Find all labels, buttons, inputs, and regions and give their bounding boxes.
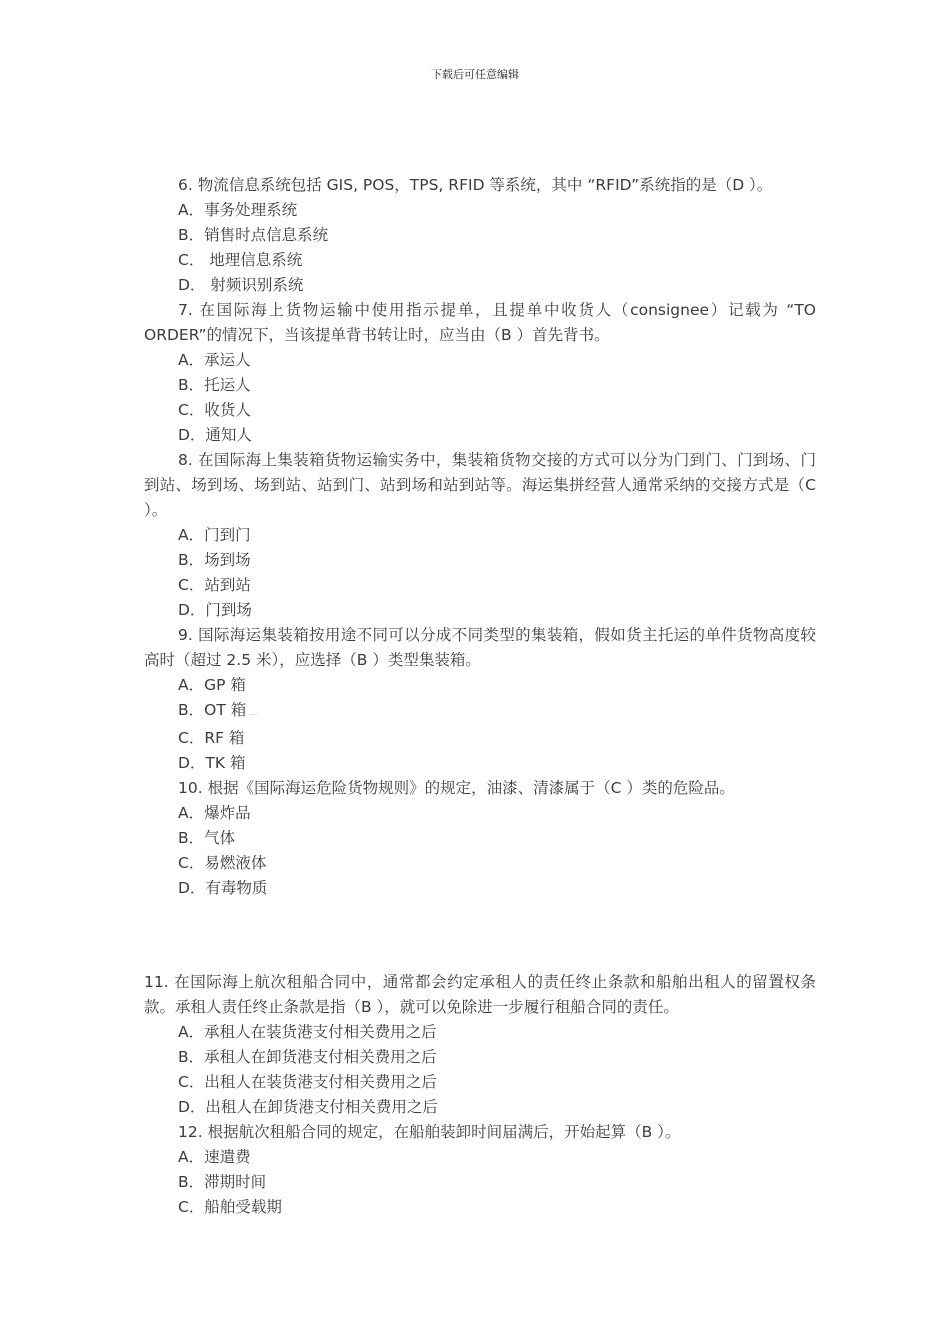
option-7d: D．通知人 bbox=[178, 426, 252, 444]
option-11a: A．承租人在装货港支付相关费用之后 bbox=[178, 1023, 437, 1041]
option-6a: A．事务处理系统 bbox=[178, 201, 298, 219]
question-11: 11. 在国际海上航次租船合同中，通常都会约定承租人的责任终止条款和船舶出租人的留置权条款。承租人责任终止条款是指（B ），就可以免除进一步履行租船合同的责任。 bbox=[144, 973, 816, 1016]
option-8d: D．门到场 bbox=[178, 601, 252, 619]
option-11d: D．出租人在卸货港支付相关费用之后 bbox=[178, 1098, 438, 1116]
option-9d: D．TK 箱 bbox=[178, 754, 246, 772]
question-10: 10. 根据《国际海运危险货物规则》的规定，油漆、清漆属于（C ）类的危险品。 bbox=[178, 779, 735, 797]
option-9b-text: B．OT 箱 bbox=[178, 701, 247, 719]
option-7c: C．收货人 bbox=[178, 401, 251, 419]
option-11c: C．出租人在装货港支付相关费用之后 bbox=[178, 1073, 437, 1091]
question-8: 8. 在国际海上集装箱货物运输实务中，集装箱货物交接的方式可以分为门到门、门到场、门到站、场到场、场到站、站到门、站到场和站到站等。海运集拼经营人通常采纳的交接方式是（C ）。 bbox=[144, 451, 816, 519]
option-10c: C．易燃液体 bbox=[178, 854, 267, 872]
option-8a: A．门到门 bbox=[178, 526, 251, 544]
option-9c: C．RF 箱 bbox=[178, 729, 245, 747]
option-9b bbox=[144, 698, 816, 726]
question-9: 9. 国际海运集装箱按用途不同可以分成不同类型的集装箱，假如货主托运的单件货物高度较高时（超过 2.5 米），应选择（B ）类型集装箱。 bbox=[144, 626, 816, 669]
question-block-2 bbox=[144, 970, 816, 1220]
question-12: 12. 根据航次租船合同的规定，在船舶装卸时间届满后，开始起算（B ）。 bbox=[178, 1123, 681, 1141]
option-7b: B．托运人 bbox=[178, 376, 251, 394]
option-8b: B．场到场 bbox=[178, 551, 251, 569]
option-7a: A．承运人 bbox=[178, 351, 251, 369]
option-12a: A．速遣费 bbox=[178, 1148, 251, 1166]
option-10d: D．有毒物质 bbox=[178, 879, 268, 897]
question-6: 6. 物流信息系统包括 GIS, POS，TPS, RFID 等系统，其中 “RFID”系统指的是（D ）。 bbox=[178, 176, 773, 194]
option-12c: C．船舶受载期 bbox=[178, 1198, 282, 1216]
option-12b: B．滞期时间 bbox=[178, 1173, 267, 1191]
option-8c: C．站到站 bbox=[178, 576, 251, 594]
option-6d: D． 射频识别系统 bbox=[178, 276, 304, 294]
paragraph-mark-icon: … bbox=[250, 709, 258, 717]
option-6c: C． 地理信息系统 bbox=[178, 251, 303, 269]
option-11b: B．承租人在卸货港支付相关费用之后 bbox=[178, 1048, 437, 1066]
option-10b: B．气体 bbox=[178, 829, 236, 847]
question-7: 7. 在国际海上货物运输中使用指示提单，且提单中收货人（consignee）记载为 “TO ORDER”的情况下，当该提单背书转让时，应当由（B ）首先背书。 bbox=[144, 301, 816, 344]
option-10a: A．爆炸品 bbox=[178, 804, 251, 822]
option-9a: A．GP 箱 bbox=[178, 676, 246, 694]
question-block-1 bbox=[144, 173, 816, 901]
page-header: 下载后可任意编辑 bbox=[431, 68, 519, 81]
option-6b: B．销售时点信息系统 bbox=[178, 226, 329, 244]
